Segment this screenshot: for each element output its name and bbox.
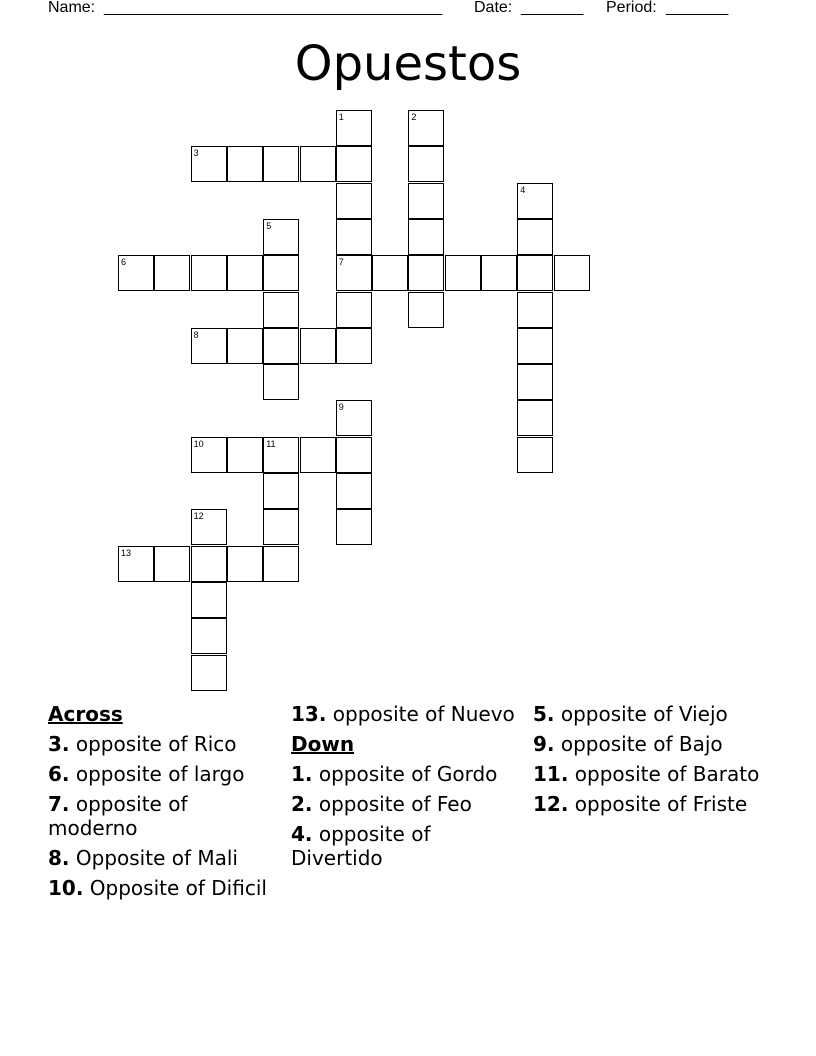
clue-number: 1 [338,112,344,122]
grid-cell[interactable] [517,328,553,364]
grid-cell[interactable] [191,618,227,654]
clue-across-8: 8. Opposite of Mali [48,846,238,870]
clues-column-3 [533,702,763,822]
grid-cell[interactable] [517,400,553,436]
grid-cell[interactable] [336,437,372,473]
grid-cell[interactable] [408,292,444,328]
grid-cell[interactable] [300,437,336,473]
grid-cell[interactable] [336,509,372,545]
grid-cell[interactable] [227,146,263,182]
grid-cell[interactable] [154,546,190,582]
clue-across-10: 10. Opposite of Dificil [48,876,267,900]
grid-cell[interactable] [300,146,336,182]
grid-cell[interactable] [227,546,263,582]
grid-cell[interactable] [554,255,590,291]
clue-number: 7 [338,257,344,268]
grid-cell[interactable] [263,437,299,473]
clue-down-2: 2. opposite of Feo [291,792,472,816]
grid-cell[interactable] [191,509,227,545]
clues-column-2 [291,702,521,876]
clue-down-11: 11. opposite of Barato [533,762,760,786]
grid-cell[interactable] [445,255,481,291]
clue-down-12: 12. opposite of Friste [533,792,748,816]
grid-cell[interactable] [481,255,517,291]
clue-number: 6 [121,257,127,268]
grid-cell[interactable] [191,582,227,618]
grid-cell[interactable] [154,255,190,291]
name-label: Name: [48,0,96,16]
date-label: Date: [474,0,513,16]
grid-cell[interactable] [517,364,553,400]
grid-cell[interactable] [191,328,227,364]
period-field[interactable]: _______ [666,0,729,16]
grid-cell[interactable] [227,437,263,473]
grid-cell[interactable] [227,328,263,364]
grid-cell[interactable] [408,110,444,146]
header [0,0,816,20]
clue-number: 5 [266,220,272,231]
grid-cell[interactable] [517,255,553,291]
grid-cell[interactable] [336,292,372,328]
grid-cell[interactable] [517,437,553,473]
clue-number: 10 [193,438,204,449]
grid-cell[interactable] [336,473,372,509]
clue-number: 3 [193,148,199,159]
clue-down-5: 5. opposite of Viejo [533,702,728,726]
grid-cell[interactable] [408,255,444,291]
grid-cell[interactable] [372,255,408,291]
grid-cell[interactable] [263,546,299,582]
grid-cell[interactable] [118,546,154,582]
grid-cell[interactable] [336,255,372,291]
grid-cell[interactable] [263,473,299,509]
grid-cell[interactable] [227,255,263,291]
clues-column-1 [48,702,278,906]
clue-down-1: 1. opposite of Gordo [291,762,498,786]
grid-cell[interactable] [336,110,372,146]
grid-cell[interactable] [408,146,444,182]
clue-across-13: 13. opposite of Nuevo [291,702,515,726]
clue-number: 11 [266,438,276,449]
grid-cell[interactable] [263,364,299,400]
page-title: Opuestos [294,36,522,92]
grid-cell[interactable] [336,146,372,182]
clue-number: 12 [193,511,204,522]
grid-cell[interactable] [517,219,553,255]
grid-cell[interactable] [191,655,227,691]
grid-cell[interactable] [300,328,336,364]
name-field[interactable]: ______________________________________ [104,0,443,16]
grid-cell[interactable] [191,437,227,473]
clue-number: 2 [411,112,417,122]
grid-cell[interactable] [408,219,444,255]
grid-cell[interactable] [263,146,299,182]
grid-cell[interactable] [263,509,299,545]
period-label: Period: [606,0,657,16]
clue-number: 8 [193,329,199,340]
clue-number: 9 [338,402,344,413]
date-field[interactable]: _______ [521,0,584,16]
grid-cell[interactable] [336,183,372,219]
grid-cell[interactable] [191,146,227,182]
grid-cell[interactable] [191,255,227,291]
grid-cell[interactable] [191,546,227,582]
clue-across-7: 7. opposite of moderno [48,792,188,840]
grid-cell[interactable] [408,183,444,219]
grid-cell[interactable] [336,400,372,436]
grid-cell[interactable] [263,219,299,255]
clue-number: 4 [520,184,526,195]
clue-down-4: 4. opposite of Divertido [291,822,431,870]
down-heading: Down [291,732,355,756]
grid-cell[interactable] [517,292,553,328]
clue-across-6: 6. opposite of largo [48,762,245,786]
grid-cell[interactable] [263,255,299,291]
across-heading: Across [48,702,123,726]
clue-across-3: 3. opposite of Rico [48,732,237,756]
clue-down-9: 9. opposite of Bajo [533,732,723,756]
grid-cell[interactable] [336,219,372,255]
grid-cell[interactable] [263,328,299,364]
grid-cell[interactable] [263,292,299,328]
grid-cell[interactable] [336,328,372,364]
clue-number: 13 [121,547,132,558]
grid-cell[interactable] [118,255,154,291]
grid-cell[interactable] [517,183,553,219]
